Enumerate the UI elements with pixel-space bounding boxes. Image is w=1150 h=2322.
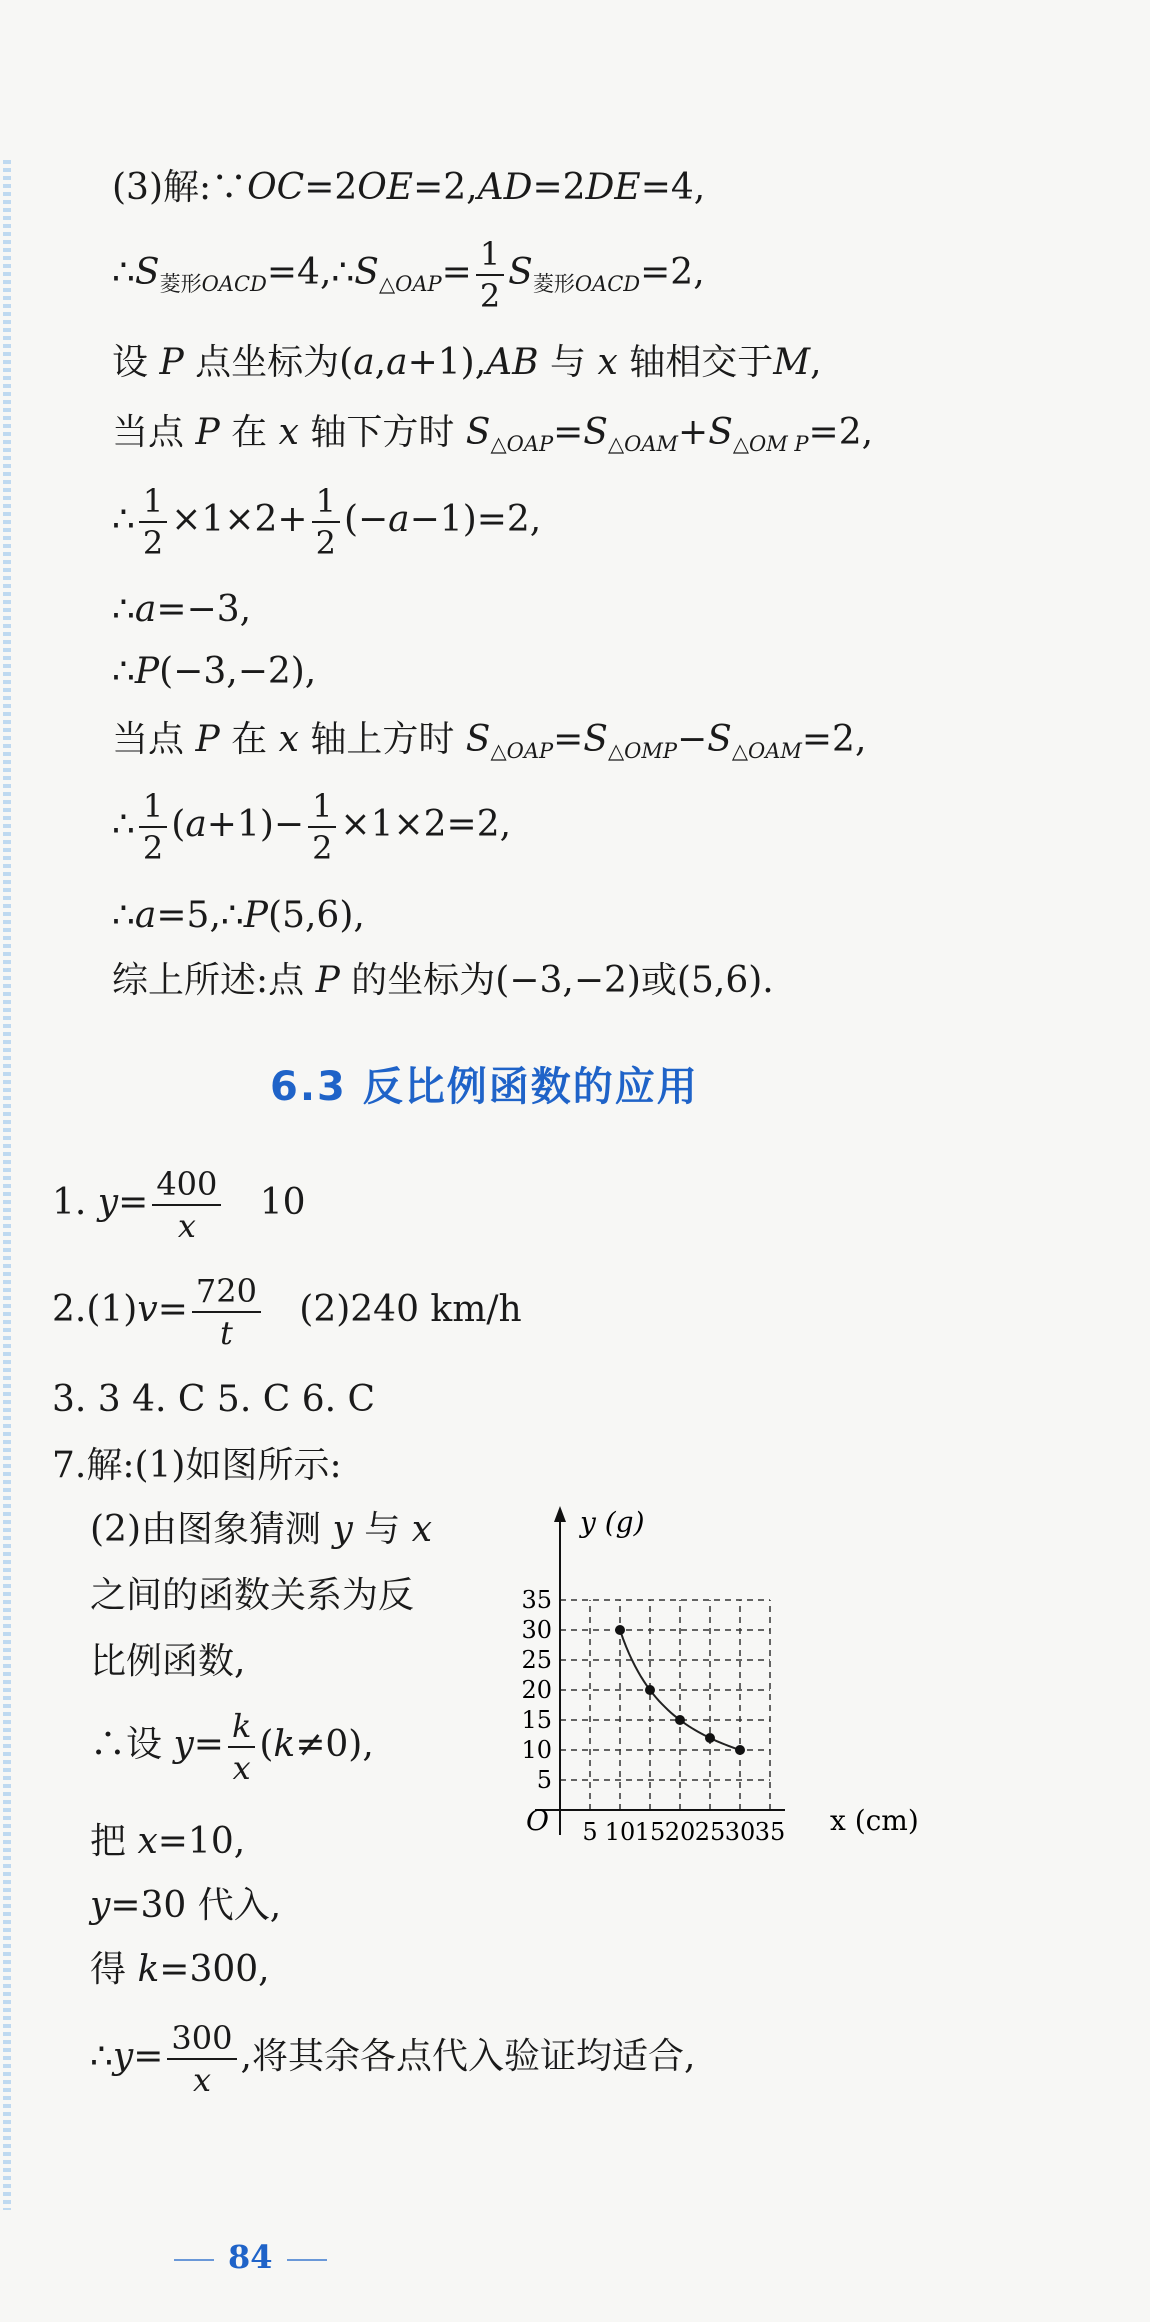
solution-line-8: 当点 P 在 x 轴上方时 $S_{\triangle OAP}=S_{\triangle OMP}-S_{\triangle OAM}=2$, [112, 719, 867, 763]
answer-7-text-8: ∴y= $\frac{300}{x}$ ,将其余各点代入验证均适合, [90, 2019, 696, 2099]
solution-line-11: 综上所述:点 P 的坐标为(−3,−2)或(5,6). [112, 960, 774, 1001]
x-tick-label: 15 [634, 1818, 666, 1846]
answer-2: 2.(1)v= $\frac{720}{t}$ (2)240 km/h [52, 1272, 522, 1352]
data-point [645, 1685, 655, 1695]
data-point [705, 1733, 715, 1743]
answer-7-text-3: 比例函数, [90, 1641, 246, 1682]
solution-line-2: $\therefore S_{菱形OACD}=4,\therefore S_{\triangle OAP}=$ $\frac{1}{2}$ $S_{菱形OACD}=2$, [112, 235, 705, 315]
solution-line-10: ∴a=5,∴P(5,6), [112, 895, 365, 936]
solution-line-1: (3)解:∵OC=2OE=2,AD=2DE=4, [112, 167, 706, 208]
solution-line-7: ∴P(−3,−2), [112, 651, 317, 692]
chart-axes [535, 1506, 785, 1835]
x-axis-label: x (cm) [830, 1804, 919, 1837]
y-tick-label: 15 [521, 1706, 552, 1734]
footer-dash-right [287, 2259, 327, 2261]
answer-7-text-1: (2)由图象猜测 y 与 x [90, 1509, 432, 1550]
y-axis-arrow [554, 1506, 566, 1522]
x-tick-label: 25 [694, 1818, 726, 1846]
chart-grid [560, 1600, 770, 1810]
answer-7-heading: 7.解:(1)如图所示: [52, 1445, 342, 1486]
y-tick-label: 5 [536, 1766, 552, 1794]
answer-7-text-6: y=30 代入, [90, 1885, 282, 1926]
y-tick-label: 10 [521, 1736, 552, 1764]
chart-ticks [521, 1586, 785, 1846]
solution-line-6: ∴a=−3, [112, 589, 252, 630]
answer-1: 1. y= $\frac{400}{x}$ 10 [52, 1165, 306, 1245]
margin-decoration [3, 160, 11, 2210]
data-point [675, 1715, 685, 1725]
solution-line-9: ∴ $\frac{1}{2}$ (a+1)− $\frac{1}{2}$ ×1×2=2, [112, 787, 512, 867]
inverse-proportion-chart [500, 1500, 950, 1860]
answer-7-text-4: ∴设 y= $\frac{k}{x}$ (k≠0), [90, 1707, 374, 1787]
x-tick-label: 35 [754, 1818, 786, 1846]
y-tick-label: 25 [521, 1646, 552, 1674]
x-tick-label: 5 [582, 1818, 598, 1846]
y-tick-label: 30 [521, 1616, 552, 1644]
answer-3-6: 3. 3 4. C 5. C 6. C [52, 1379, 376, 1420]
y-tick-label: 20 [521, 1676, 552, 1704]
x-tick-label: 20 [664, 1818, 696, 1846]
data-point [615, 1625, 625, 1635]
x-tick-label: 30 [724, 1818, 756, 1846]
footer-dash-left [174, 2259, 214, 2261]
y-tick-label: 35 [521, 1586, 552, 1614]
section-title: 6.3 反比例函数的应用 [270, 1064, 699, 1110]
answer-7-text-5: 把 x=10, [90, 1821, 246, 1862]
x-tick-label: 10 [604, 1818, 636, 1846]
origin-label: O [526, 1804, 549, 1837]
solution-line-4: 当点 P 在 x 轴下方时 $S_{\triangle OAP}=S_{\triangle OAM}+S_{\triangle OM P}=2$, [112, 412, 874, 456]
answer-7-text-7: 得 k=300, [90, 1949, 270, 1990]
page-footer [160, 2238, 341, 2276]
page-number: 84 [228, 2238, 273, 2276]
solution-line-5: ∴ $\frac{1}{2}$ ×1×2+ $\frac{1}{2}$ (−a−1)=2, [112, 482, 542, 562]
answer-7-text-2: 之间的函数关系为反 [90, 1575, 415, 1616]
data-point [735, 1745, 745, 1755]
y-axis-label: y (g) [580, 1506, 645, 1539]
solution-line-3: 设 P 点坐标为(a,a+1),AB 与 x 轴相交于M, [112, 342, 822, 383]
